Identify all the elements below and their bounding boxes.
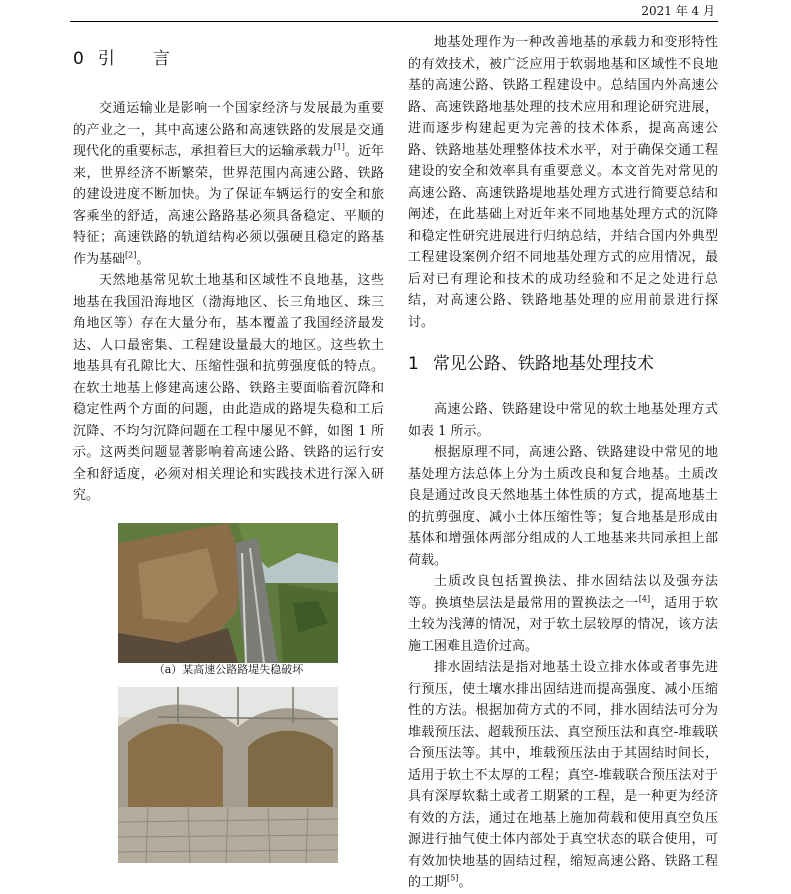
right-column (408, 32, 718, 894)
para-text: 。 (136, 251, 150, 267)
intro-paragraph-2: 天然地基常见软土地基和区域性不良地基，这些地基在我国沿海地区（渤海地区、长三角地区、珠三角地区等）存在大量分布，基本覆盖了我国经济最发达、人口最密集、工程建设量最大的地区。这些软土地基具有孔隙比大、压缩性强和抗剪强度低的特点。在软土地基上修建高速公路、铁路主要面临着沉降和稳定性两个方面的问题，由此造成的路堤失稳和工后沉降、不均匀沉降问题在工程中屡见不鲜，如图 1 所示。这两类问题显著影响着高速公路、铁路的运行安全和舒适度，必须对相关理论和实践技术进行深入研究。 (73, 273, 384, 503)
section-1-paragraph-3 (408, 571, 718, 657)
section-0-title: 引言 (97, 49, 208, 69)
header-rule (70, 21, 718, 22)
para-text: ，适用于软土较为浅薄的情况，对于软土层较厚的情况，该方法施工困难且造价过高。 (408, 595, 718, 654)
para-text: 交通运输业是影响一个国家经济与发展最为重要的产业之一，其中高速公路和高速铁路的发展是交通现代化的重要标志，承担着巨大的运输承载力 (73, 101, 384, 159)
section-1-paragraph-2: 根据原理不同，高速公路、铁路建设中常见的地基处理方法总体上分为土质改良和复合地基。土质改良是通过改良天然地基土体性质的方式，提高地基土的抗剪强度、减小土体压缩性等；复合地基是形成由基体和增强体两部分组成的人工地基来共同承担上部荷载。 (408, 445, 718, 568)
para-text: 。 (458, 875, 472, 890)
para-text: 排水固结法是指对地基土设立排水体或者事先进行预压，使土壤水排出固结进而提高强度、减小压缩性的方法。根据加荷方式的不同，排水固结法可分为堆载预压法、超载预压法、真空预压法和真空-堆载联合预压法等。其中，堆载预压法由于其固结时间长，适用于软土不太厚的工程；真空-堆载联合预压法对于具有深厚软黏土或者工期紧的工程，是一种更为经济有效的方法，通过在地基上施加荷载和使用真空负压源进行抽气使土体内部处于真空状态的联合使用，可有效加快地基的固结过程，缩短高速公路、铁路工程的工期 (408, 660, 718, 890)
section-0-heading (73, 48, 384, 70)
citation-5[interactable]: [5] (447, 873, 459, 883)
section-1-title: 常见公路、铁路地基处理技术 (432, 354, 654, 374)
intro-paragraph-3: 地基处理作为一种改善地基的承载力和变形特性的有效技术，被广泛应用于软弱地基和区域性不良地基的高速公路、铁路工程建设中。总结国内外高速公路、高速铁路地基处理的技术应用和理论研究进展，进而逐步构建起更为完善的技术体系，提高高速公路、铁路地基处理整体技术水平，对于确保交通工程建设的安全和效率具有重要意义。本文首先对常见的高速公路、高速铁路堤地基处理方式进行简要总结和阐述，在此基础上对近年来不同地基处理方式的沉降和稳定性研究进展进行归纳总结，并结合国内外典型工程建设案例介绍不同地基处理方式的应用情况，最后对已有理论和技术的成功经验和不足之处进行总结，对高速公路、铁路地基处理的应用前景进行探讨。 (408, 35, 718, 330)
para-text: 。近年来，世界经济不断繁荣，世界范围内高速公路、铁路的建设进度不断加快。为了保证车辆运行的安全和旅客乘坐的舒适，高速公路路基必须具备稳定、平顺的特征；高速铁路的轨道结构必须以强硬且稳定的路基作为基础 (73, 144, 384, 267)
section-0-number: 0 (73, 49, 84, 69)
figure-1a-photo (118, 523, 338, 663)
intro-paragraph-1 (73, 98, 384, 270)
embankment-failure-image (118, 523, 338, 663)
section-1-paragraph-4 (408, 657, 718, 894)
citation-1[interactable]: [1] (333, 142, 345, 152)
header-date: 2021 年 4 月 (641, 4, 715, 18)
figure-1a-caption: （a）某高速公路路堤失稳破坏 (153, 662, 304, 676)
para-text: 土质改良包括置换法、排水固结法以及强夯法等。换填垫层法是最常用的置换法之一 (408, 574, 718, 611)
section-1-number: 1 (408, 354, 419, 374)
citation-4[interactable]: [4] (638, 594, 651, 604)
section-1-paragraph-1: 高速公路、铁路建设中常见的软土地基处理方式如表 1 所示。 (408, 402, 718, 439)
citation-2[interactable]: [2] (125, 250, 137, 260)
left-column (73, 32, 384, 863)
figure-1b-photo (118, 687, 338, 863)
section-1-heading (408, 353, 718, 375)
slope-protection-image (118, 687, 338, 863)
